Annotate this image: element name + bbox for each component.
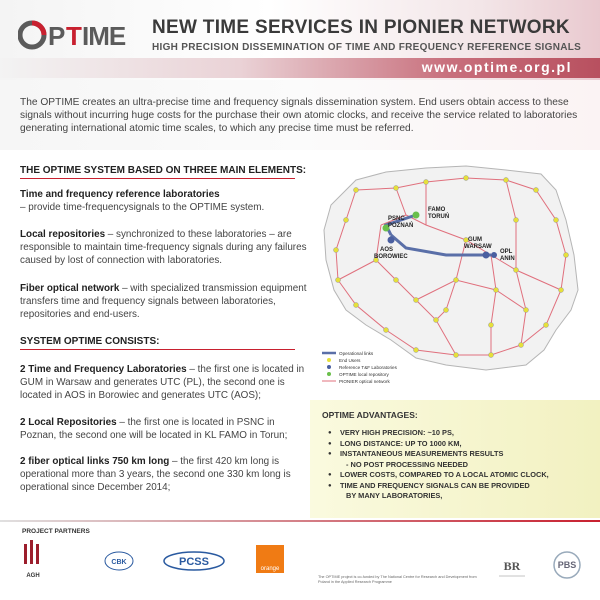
agh-logo-icon: [22, 540, 44, 568]
intro-paragraph: The OPTIME creates an ultra-precise time and frequency signals dissemination system. End users obtain access to these signals without incurring huge costs for the purchase their own atomic clocks, and receive the service related to laboratories generating international atomic time scales, to which any precise time must be referred.: [20, 97, 578, 134]
element-repositories: [20, 228, 310, 267]
ncbr-logo-icon: [497, 552, 527, 582]
website-link[interactable]: www.optime.org.pl: [421, 59, 572, 75]
cbk-label: CBK: [111, 559, 127, 566]
advantages-list: [328, 428, 590, 502]
legend-repository: OPTIME local repository: [339, 372, 389, 377]
aos-lab-node: [388, 237, 395, 244]
element-head: Local repositories: [20, 229, 106, 240]
label-gum: GUM: [468, 237, 482, 243]
label-torun: TORUŃ: [428, 214, 450, 220]
section-title-consists: SYSTEM OPTIME CONSISTS:: [20, 336, 160, 347]
pbs-logo: [548, 548, 586, 586]
advantage-item: ● LONG DISTANCE: UP TO 1000 KM,: [328, 439, 590, 450]
pbs-logo-icon: [548, 548, 586, 586]
consists-head: 2 Time and Frequency Laboratories: [20, 364, 187, 375]
cbk-logo-icon: [104, 550, 134, 572]
advantage-subitem: BY MANY LABORATORIES,: [346, 491, 443, 500]
advantage-item: ● LOWER COSTS, COMPARED TO A LOCAL ATOMIC CLOCK,: [328, 470, 590, 481]
ncbr-logo: [497, 552, 527, 582]
element-head: Fiber optical network: [20, 283, 120, 294]
label-poznan: POZNAŃ: [388, 223, 414, 229]
consists-repositories: [20, 416, 310, 442]
consists-fiber-links: [20, 455, 310, 494]
orange-logo: [256, 545, 284, 573]
agh-label: AGH: [26, 573, 40, 579]
orange-logo-icon: [256, 545, 284, 573]
svg-text:P: P: [48, 21, 65, 51]
element-laboratories: [20, 188, 310, 214]
section-divider: [20, 349, 295, 350]
consists-body: – the first one is located in GUM in Warsaw and generates UTC (PL), the second one is located in AOS in Borowiec and generates UTC (AOS);: [20, 364, 305, 401]
advantage-item: ● TIME AND FREQUENCY SIGNALS CAN BE PROVIDED: [328, 481, 590, 492]
pcss-logo-icon: [162, 550, 226, 572]
map-legend: [322, 351, 398, 384]
footer-divider: [0, 520, 600, 522]
label-famo: FAMO: [428, 207, 446, 213]
agh-logo: [22, 540, 44, 579]
label-warsaw: WARSAW: [464, 244, 492, 250]
consists-body: – the first 420 km long is operational more than 3 years, the second one 330 km long is operational since December 2014;: [20, 456, 291, 493]
element-body: – provide time-frequencysignals to the OPTIME system.: [20, 202, 265, 213]
pcss-logo: [162, 550, 226, 572]
element-body: – with specialized transmission equipment transfers time and frequency signals between laboratories, repositories and end-users.: [20, 283, 307, 320]
label-psnc: PSNC: [388, 216, 405, 222]
element-body: – synchronized to these laboratories – are responsible to maintain time-frequency signals during any failures caused by lost of connection with laboratories.: [20, 229, 307, 266]
funding-note: The OPTIME project is co-funded by The National Centre for Research and Development from Poland in the Applied Research Programme: [318, 575, 477, 584]
advantages-title: OPTIME ADVANTAGES:: [322, 410, 418, 420]
consists-laboratories: [20, 363, 310, 402]
poland-network-map: [316, 160, 588, 390]
orange-label: orange: [260, 566, 280, 572]
svg-text:IME: IME: [82, 21, 126, 51]
pbs-label: PBS: [557, 560, 577, 570]
consists-head: 2 fiber optical links 750 km long: [20, 456, 170, 467]
page-title: NEW TIME SERVICES IN PIONIER NETWORK: [152, 17, 570, 38]
advantage-item: ● VERY HIGH PRECISION: ~10 PS,: [328, 428, 590, 439]
section-divider: [20, 178, 295, 179]
page-subtitle: HIGH PRECISION DISSEMINATION OF TIME AND FREQUENCY REFERENCE SIGNALS: [152, 42, 582, 53]
opl-node: [491, 252, 497, 258]
cbk-logo: [104, 550, 134, 572]
pcss-label: PCSS: [179, 556, 209, 568]
legend-end-users: End Users: [339, 358, 361, 363]
section-title-elements: THE OPTIME SYSTEM BASED ON THREE MAIN ELEMENTS:: [20, 165, 307, 176]
legend-pionier: PIONIER optical network: [339, 379, 390, 384]
consists-body: – the first one is located in PSNC in Poznan, the second one will be located in KL FAMO in Torun;: [20, 417, 288, 441]
optime-logo-icon: [18, 18, 138, 52]
gum-lab-node: [483, 252, 490, 259]
element-head: Time and frequency reference laboratories: [20, 189, 220, 200]
legend-operational: Operational links: [339, 351, 374, 356]
advantage-item: ● INSTANTANEOUS MEASUREMENTS RESULTS: [328, 449, 590, 460]
label-anin: ANIN: [500, 256, 515, 262]
partners-title: PROJECT PARTNERS: [22, 528, 90, 535]
label-borowiec: BOROWIEC: [374, 254, 408, 260]
svg-text:T: T: [66, 21, 81, 51]
ncbr-label: BR: [503, 559, 521, 573]
legend-reference-labs: Reference T&F Laboratories: [339, 365, 397, 370]
consists-head: 2 Local Repositories: [20, 417, 117, 428]
advantage-subitem: - NO POST PROCESSING NEEDED: [346, 459, 468, 469]
famo-repository-node: [413, 212, 420, 219]
label-aos: AOS: [380, 247, 394, 253]
element-fiber: [20, 282, 310, 321]
label-opl: OPL: [500, 249, 513, 255]
